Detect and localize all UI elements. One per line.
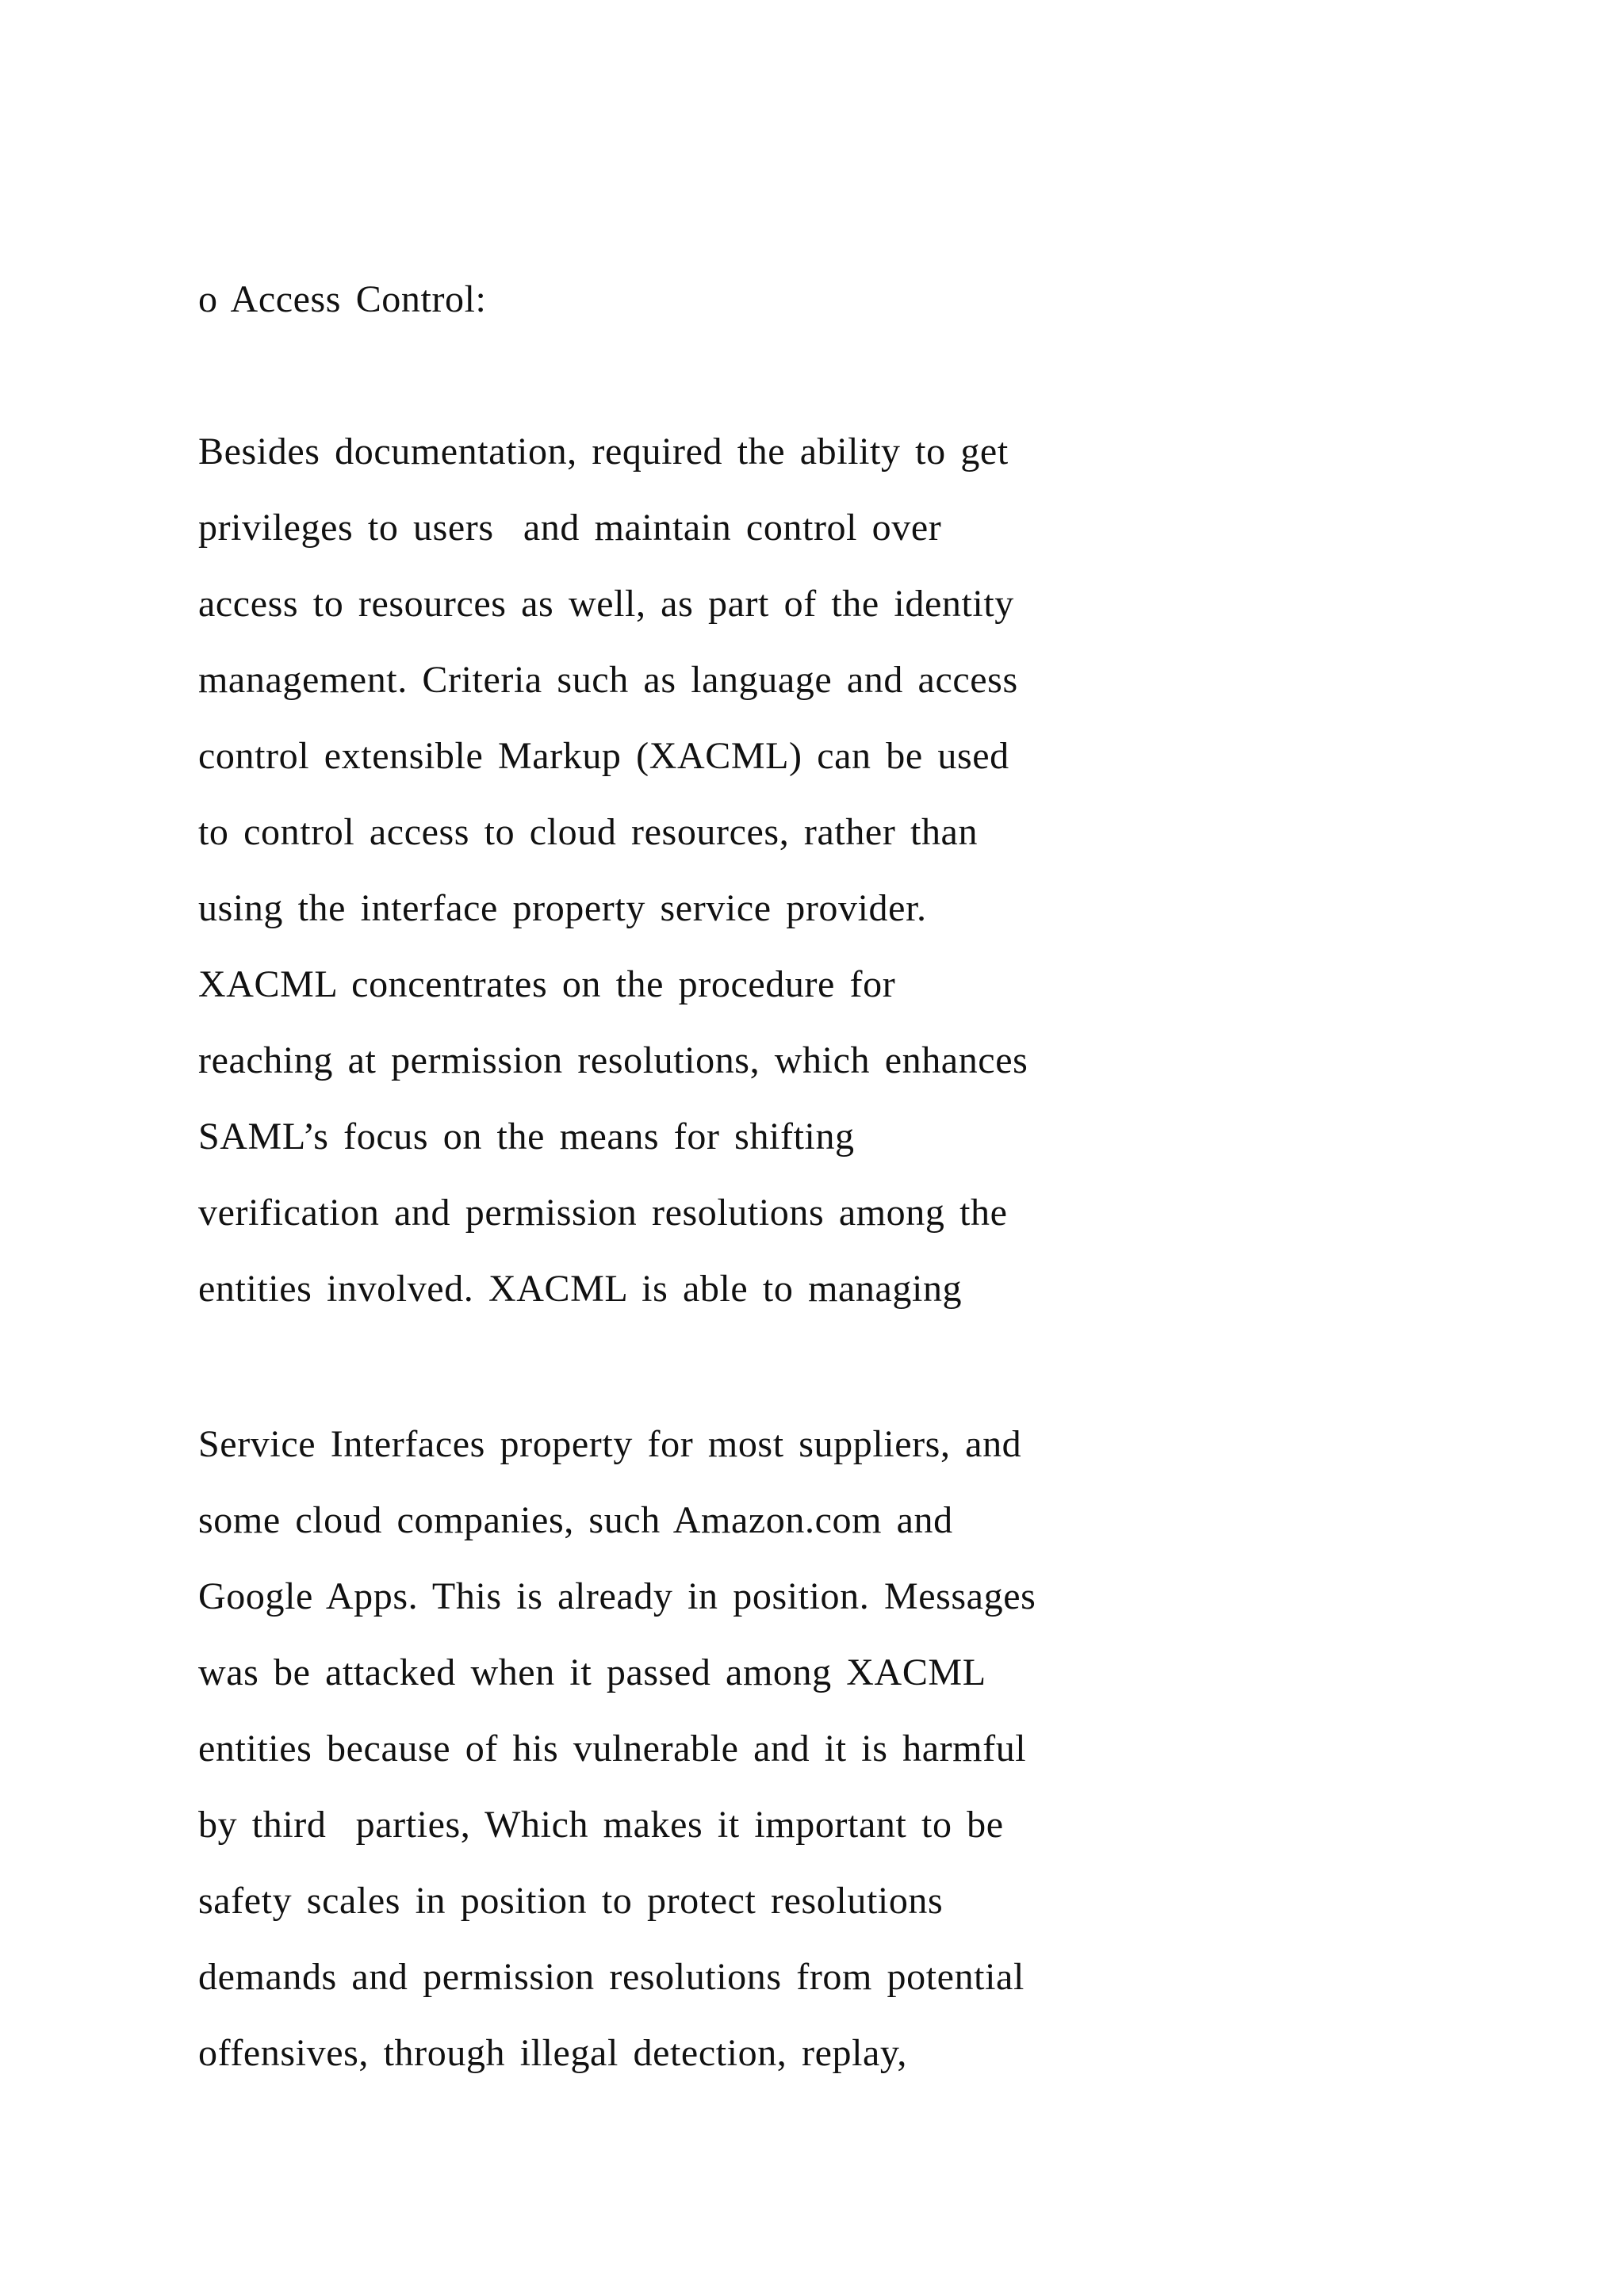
paragraph-line: privileges to users and maintain control over — [198, 507, 942, 549]
paragraph-line: entities involved. XACML is able to managing — [198, 1268, 963, 1310]
paragraph-line: verification and permission resolutions among the — [198, 1192, 1008, 1234]
paragraph-line: was be attacked when it passed among XACML — [198, 1651, 986, 1693]
paragraph-line: management. Criteria such as language and access — [198, 659, 1018, 701]
paragraph-line: using the interface property service provider. — [198, 887, 927, 929]
paragraph-line: XACML concentrates on the procedure for — [198, 963, 896, 1005]
paragraph-line: demands and permission resolutions from potential — [198, 1956, 1025, 1998]
paragraph-line: Besides documentation, required the ability to get — [198, 430, 1009, 473]
paragraph-line: SAML’s focus on the means for shifting — [198, 1115, 855, 1158]
paragraph-line: to control access to cloud resources, rather than — [198, 811, 979, 853]
paragraph-line: control extensible Markup (XACML) can be used — [198, 735, 1009, 777]
paragraph-line: safety scales in position to protect resolutions — [198, 1880, 944, 1922]
section-heading-block — [198, 262, 1467, 338]
paragraph-line: by third parties, Which makes it important to be — [198, 1804, 1004, 1846]
paragraph-service-interfaces — [198, 1406, 1467, 2091]
section-heading: o Access Control: — [198, 278, 487, 320]
paragraph-line: reaching at permission resolutions, which enhances — [198, 1039, 1028, 1081]
paragraph-line: some cloud companies, such Amazon.com and — [198, 1499, 953, 1541]
paragraph-line: Service Interfaces property for most suppliers, and — [198, 1423, 1022, 1465]
paragraph-line: Google Apps. This is already in position. Messages — [198, 1575, 1036, 1617]
paragraph-access-control — [198, 414, 1467, 1327]
paragraph-line: access to resources as well, as part of the identity — [198, 583, 1014, 625]
paragraph-line: offensives, through illegal detection, replay, — [198, 2032, 908, 2074]
paragraph-line: entities because of his vulnerable and it is harmful — [198, 1728, 1027, 1770]
